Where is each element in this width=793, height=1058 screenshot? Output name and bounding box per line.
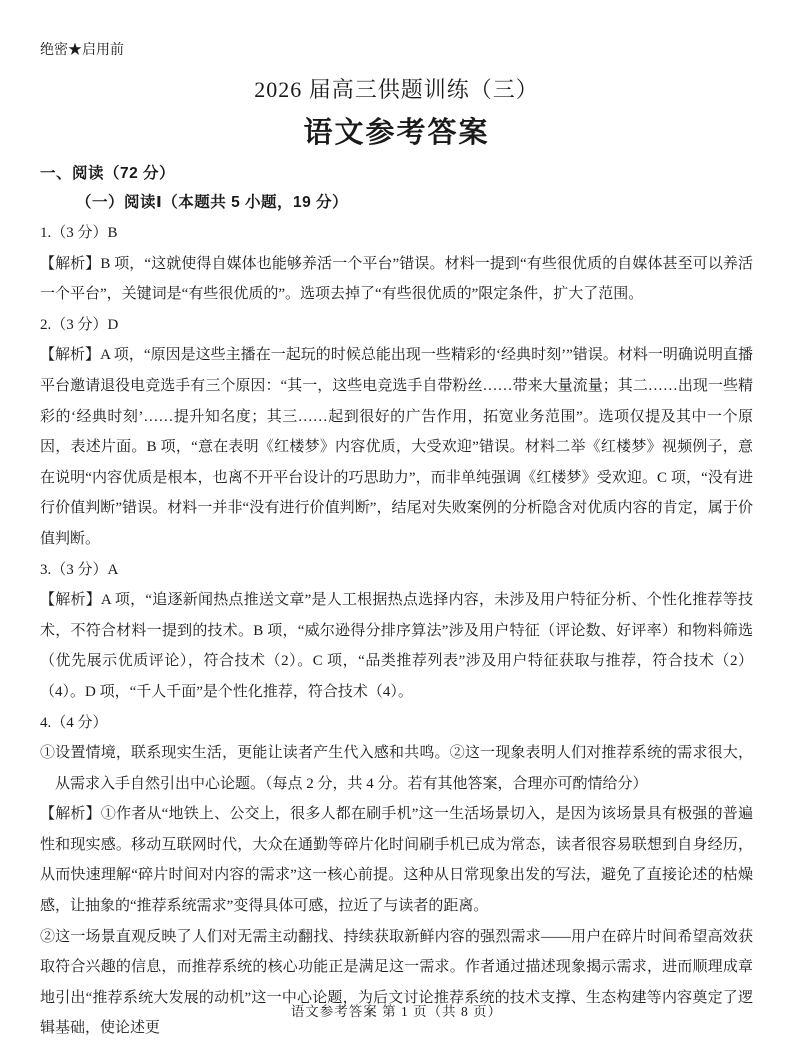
secrecy-label: 绝密★启用前: [40, 43, 124, 58]
answer-item-1: [40, 218, 753, 310]
answer-label-4: 4.（4 分）: [40, 714, 108, 731]
answer-label-3: 3.（3 分）A: [40, 561, 119, 578]
explanation-paragraph-1: 【解析】B 项，“这就使得自媒体也能够养活一个平台”错误。材料一提到“有些很优质的自媒体甚至可以养活一个平台”，关键词是“有些很优质的”。选项去掉了“有些很优质的”限定条件，扩大了范围。: [40, 255, 753, 303]
page-footer: 语文参考答案 第 1 页（共 8 页）: [290, 1004, 503, 1019]
answer-item-2: [40, 310, 753, 555]
explanation-paragraph-4b: ②这一场景直观反映了人们对无需主动翻找、持续获取新鲜内容的强烈需求——用户在碎片时间希望高效获取符合兴趣的信息，而推荐系统的核心功能正是满足这一需求。作者通过描述现象揭示需求，进而顺理成章地引出“推荐系统大发展的动机”这一中心论题，为后文讨论推荐系统的技术支撑、生态构建等内容奠定了逻辑基础，使论述更: [40, 928, 753, 1037]
explanation-paragraph-4a: 【解析】①作者从“地铁上、公交上，很多人都在刷手机”这一生活场景切入，是因为该场景具有极强的普遍性和现实感。移动互联网时代，大众在通勤等碎片化时间刷手机已成为常态，读者很容易联想到自身经历，从而快速理解“碎片时间对内容的需求”这一核心前提。这种从日常现象出发的写法，避免了直接论述的枯燥感，让抽象的“推荐系统需求”变得具体可感，拉近了与读者的距离。: [40, 806, 753, 915]
answers-content: [40, 218, 753, 1044]
document-subtitle: 语文参考答案: [303, 117, 490, 149]
section-heading-reading: 一、阅读（72 分）: [40, 165, 176, 182]
answer-item-3: [40, 555, 753, 708]
subsection-heading-reading-1: （一）阅读Ⅰ（本题共 5 小题，19 分）: [76, 194, 349, 211]
answer-points-paragraph-4: ①设置情境，联系现实生活，更能让读者产生代入感和共鸣。②这一现象表明人们对推荐系统的需求很大，从需求入手自然引出中心论题。（每点 2 分，共 4 分。若有其他答案，合理亦可酌情给分）: [40, 745, 753, 792]
answer-label-1: 1.（3 分）B: [40, 225, 118, 241]
document-title: 2026 届高三供题训练（三）: [254, 77, 539, 102]
answer-item-4: [40, 708, 753, 1045]
answer-label-2: 2.（3 分）D: [40, 316, 119, 333]
explanation-paragraph-2: 【解析】A 项，“原因是这些主播在一起玩的时候总能出现一些精彩的‘经典时刻’”错误。材料一明确说明直播平台邀请退役电竞选手有三个原因：“其一，这些电竞选手自带粉丝……带来大量流量；其二……出现一些精彩的‘经典时刻’……提升知名度；其三……起到很好的广告作用，拓宽业务范围”。选项仅提及其中一个原因，表述片面。B 项，“意在表明《红楼梦》内容优质，大受欢迎”错误。材料二举《红楼梦》视频例子，意在说明“内容优质是根本，也离不开平台设计的巧思助力”，而非单纯强调《红楼梦》受欢迎。C 项，“没有进行价值判断”错误。材料一并非“没有进行价值判断”，结尾对失败案例的分析隐含对优质内容的肯定，属于价值判断。: [40, 347, 753, 547]
explanation-paragraph-3: 【解析】A 项，“追逐新闻热点推送文章”是人工根据热点选择内容，未涉及用户特征分析、个性化推荐等技术，不符合材料一提到的技术。B 项，“威尔逊得分排序算法”涉及用户特征（评论数、好评率）和物料筛选（优先展示优质评论），符合技术（2）。C 项，“品类推荐列表”涉及用户特征获取与推荐，符合技术（2）（4）。D 项，“千人千面”是个性化推荐，符合技术（4）。: [40, 592, 753, 700]
